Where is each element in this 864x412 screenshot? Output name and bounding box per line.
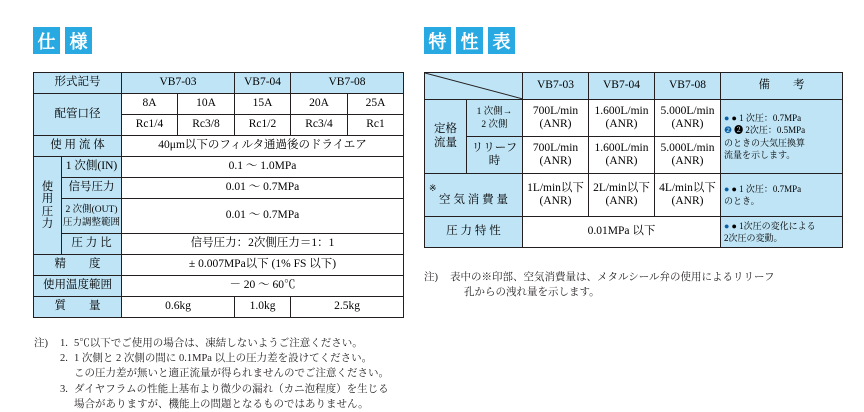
rated-flow-text: 定格 流量 [434, 123, 457, 149]
value-line1: 1.600L/min [594, 141, 649, 154]
asterisk-mark: ※ [429, 183, 437, 194]
relief-flow-vb7-03 [523, 137, 589, 174]
note-text: 場合がありますが、機能上の問題となるものではありません。 [74, 398, 369, 410]
remark-line [724, 195, 839, 207]
note-line [34, 397, 434, 412]
relief-label: リリーフ時 [467, 137, 523, 174]
signal-value: 0.01 ～ 0.7MPa [122, 178, 404, 199]
value-line1: 5.000L/min [660, 141, 715, 154]
note-text: この圧力差が無いと適正流量が得られませんのでご注意ください。 [74, 368, 389, 380]
bullet-icon: ● [724, 113, 730, 124]
note-line [34, 351, 434, 366]
characteristics-heading [424, 27, 515, 54]
remark-text: ● 1次圧の変化による [731, 220, 816, 231]
accuracy-label: 精 度 [34, 255, 122, 276]
model-label: 形式記号 [34, 73, 122, 94]
remark-line [724, 124, 839, 136]
remark-rated-flow [721, 100, 843, 174]
pressure-characteristic-label: 圧 力 特 性 [425, 217, 523, 248]
value-line2: (ANR) [539, 155, 572, 167]
model-vb7-04: VB7-04 [235, 73, 291, 94]
note-mark-spacer [34, 382, 60, 397]
remark-text: ● 1 次圧：0.7MPa [731, 113, 802, 124]
value-line2: (ANR) [539, 195, 572, 207]
secondary-label [62, 199, 122, 234]
rated-flow-label [425, 100, 467, 174]
spec-heading [33, 27, 92, 54]
model-vb7-08: VB7-08 [291, 73, 404, 94]
note-line [424, 285, 844, 300]
air-consumption-vb7-04 [589, 174, 655, 217]
table-row [34, 199, 404, 234]
value-line2: (ANR) [539, 118, 572, 130]
port-thread-rc34: Rc3/4 [291, 115, 348, 136]
remark-text: ● 1 次圧：0.7MPa [731, 183, 802, 194]
note-mark-spacer [34, 351, 60, 366]
spec-notes [34, 336, 434, 412]
note-number [60, 366, 74, 381]
note-text: ダイヤフラムの性能上基布より微少の漏れ（カニ泡程度）を生じる [74, 383, 389, 395]
remark-line [724, 183, 839, 195]
port-thread-rc1: Rc1 [348, 115, 404, 136]
note-line [34, 336, 434, 351]
table-row [34, 276, 404, 297]
value-line1: 700L/min [532, 104, 579, 117]
port-size-10a: 10A [178, 94, 235, 115]
weight-vb7-03: 0.6kg [122, 297, 235, 318]
heading-char: 特 [424, 27, 451, 54]
temp-label: 使用温度範囲 [34, 276, 122, 297]
heading-char: 性 [456, 27, 483, 54]
note-mark: 注) [424, 272, 438, 283]
characteristics-notes [424, 270, 844, 300]
fluid-value: 40μm以下のフィルタ通過後のドライエア [122, 136, 404, 157]
weight-vb7-04: 1.0kg [235, 297, 291, 318]
temp-value: － 20 ～ 60℃ [122, 276, 404, 297]
air-consumption-vb7-08 [655, 174, 721, 217]
remark-line [724, 232, 839, 244]
secondary-value: 0.01 ～ 0.7MPa [122, 199, 404, 234]
note-mark-spacer [34, 366, 60, 381]
port-thread-rc14: Rc1/4 [122, 115, 178, 136]
characteristics-table [424, 72, 843, 248]
port-thread-rc38: Rc3/8 [178, 115, 235, 136]
remark-text: ❷ 2次圧：0.5MPa [734, 125, 806, 136]
fluid-label: 使 用 流 体 [34, 136, 122, 157]
port-size-label: 配管口径 [34, 94, 122, 136]
table-row [34, 234, 404, 255]
note-line [424, 270, 844, 285]
value-line1: 4L/min以下 [659, 181, 716, 194]
bullet-icon: ● [724, 220, 730, 231]
rated-flow-vb7-08 [655, 100, 721, 137]
ratio-label: 圧 力 比 [62, 234, 122, 255]
weight-label: 質 量 [34, 297, 122, 318]
note-text: 孔からの洩れ量を示します。 [464, 287, 600, 299]
value-line2: (ANR) [605, 155, 638, 167]
char-model-vb7-03: VB7-03 [523, 73, 589, 100]
relief-flow-vb7-08 [655, 137, 721, 174]
value-line2: (ANR) [671, 155, 704, 167]
note-mark-spacer [34, 397, 60, 412]
table-row [34, 94, 404, 115]
port-thread-rc12: Rc1/2 [235, 115, 291, 136]
remark-line [724, 149, 839, 161]
remark-line [724, 220, 839, 232]
value-line1: 2L/min以下 [593, 181, 650, 194]
heading-char: 様 [65, 27, 92, 54]
flow-dir-line2: 2 次側 [481, 120, 508, 130]
note-line [34, 366, 434, 381]
remark-text: のとき。 [724, 196, 760, 206]
note-line [34, 382, 434, 397]
ratio-value: 信号圧力：2次側圧力＝1：1 [122, 234, 404, 255]
remark-text: のときの大気圧換算 [724, 137, 806, 148]
secondary-label-line1: 2 次側(OUT) [65, 204, 118, 215]
heading-char: 仕 [33, 27, 60, 54]
primary-to-secondary-label [467, 100, 523, 137]
value-line1: 1L/min以下 [527, 181, 584, 194]
note-text: 表中の※印部、空気消費量は、メタルシール弁の使用によるリリーフ [450, 272, 775, 283]
bullet-icon: ❷ [724, 125, 733, 136]
table-row [34, 297, 404, 318]
model-vb7-03: VB7-03 [122, 73, 235, 94]
note-number: 2. [60, 353, 68, 365]
primary-value: 0.1 ～ 1.0MPa [122, 157, 404, 178]
relief-flow-vb7-04 [589, 137, 655, 174]
port-size-20a: 20A [291, 94, 348, 115]
port-size-15a: 15A [235, 94, 291, 115]
value-line2: (ANR) [605, 195, 638, 207]
air-consumption-text: 空 気 消 費 量 [439, 193, 508, 206]
port-size-8a: 8A [122, 94, 178, 115]
remark-air-consumption [721, 174, 843, 217]
table-row [425, 174, 843, 217]
rated-flow-vb7-04 [589, 100, 655, 137]
pressure-characteristic-value: 0.01MPa 以下 [523, 217, 721, 248]
note-number: 3. [60, 383, 68, 395]
remark-pressure-characteristic [721, 217, 843, 248]
value-line1: 1.600L/min [594, 104, 649, 117]
accuracy-value: ± 0.007MPa以下 (1% FS 以下) [122, 255, 404, 276]
note-number: 1. [60, 338, 68, 349]
specification-table [33, 72, 404, 318]
table-row [425, 100, 843, 137]
flow-dir-line1: 1 次側→ [476, 106, 513, 117]
table-row [34, 136, 404, 157]
remark-line [724, 137, 839, 149]
value-line2: (ANR) [671, 118, 704, 130]
pressure-group-label [34, 157, 62, 255]
primary-label: 1 次側(IN) [62, 157, 122, 178]
port-size-25a: 25A [348, 94, 404, 115]
bullet-icon: ● [724, 183, 730, 194]
diagonal-line-icon [425, 73, 523, 99]
value-line1: 5.000L/min [660, 104, 715, 117]
table-row [425, 73, 843, 100]
note-mark: 注) [34, 338, 48, 349]
table-row [34, 157, 404, 178]
remark-header: 備 考 [721, 73, 843, 100]
corner-diagonal-cell [425, 73, 523, 100]
remark-text: 流量を示します。 [724, 149, 796, 160]
heading-char: 表 [488, 27, 515, 54]
note-text: 5℃以下でご使用の場合は、凍結しないようご注意ください。 [74, 338, 363, 349]
char-model-vb7-08: VB7-08 [655, 73, 721, 100]
remark-text: 2次圧の変動。 [724, 233, 783, 243]
table-row [425, 217, 843, 248]
table-row [34, 73, 404, 94]
table-row [34, 255, 404, 276]
pressure-group-text: 使 用 圧 力 [41, 181, 54, 230]
signal-label: 信号圧力 [62, 178, 122, 199]
table-row [34, 178, 404, 199]
note-number [60, 397, 74, 412]
value-line2: (ANR) [671, 195, 704, 207]
air-consumption-vb7-03 [523, 174, 589, 217]
secondary-label-line2: 圧力調整範囲 [62, 218, 120, 228]
air-consumption-label [425, 174, 523, 217]
value-line2: (ANR) [605, 118, 638, 130]
remark-line [724, 112, 839, 124]
weight-vb7-08: 2.5kg [291, 297, 404, 318]
note-text: 1 次側と 2 次側の間に 0.1MPa 以上の圧力差を設けてください。 [74, 353, 373, 365]
rated-flow-vb7-03 [523, 100, 589, 137]
note-mark-spacer [424, 285, 450, 300]
char-model-vb7-04: VB7-04 [589, 73, 655, 100]
value-line1: 700L/min [532, 141, 579, 154]
